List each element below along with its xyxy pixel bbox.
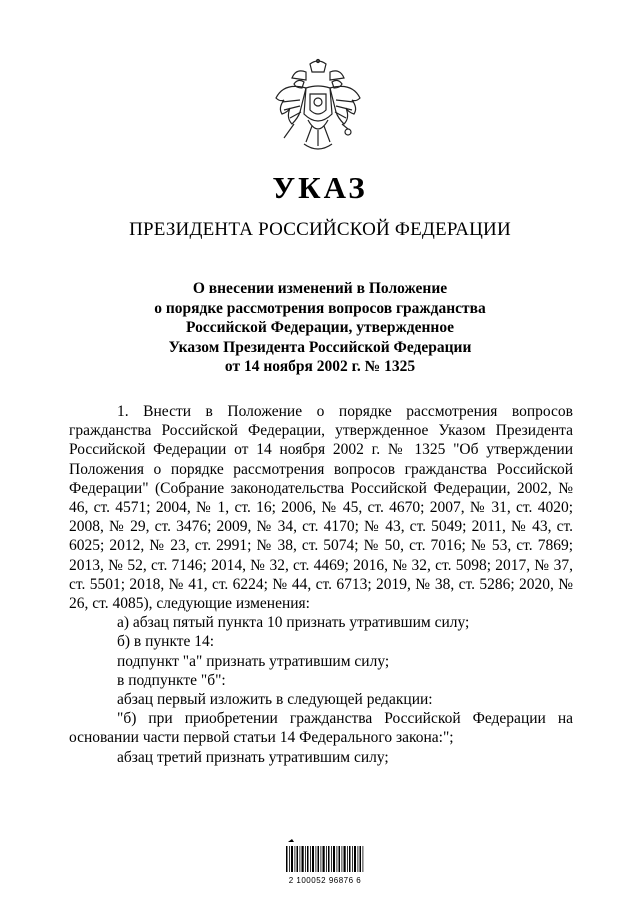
paragraph-new-wording: "б) при приобретении гражданства Российской Федерации на основании части первой статьи 14 Федерального закона:";	[69, 710, 573, 747]
heading-line: Указом Президента Российской Федерации	[168, 338, 472, 356]
document-subtitle: ПРЕЗИДЕНТА РОССИЙСКОЙ ФЕДЕРАЦИИ	[129, 219, 511, 240]
barcode-icon	[282, 838, 368, 874]
barcode	[282, 838, 368, 898]
barcode-number: 2 100052 96876 6	[288, 876, 362, 885]
paragraph-subitem-a: подпункт "а" признать утратившим силу;	[117, 652, 390, 670]
decree-body	[69, 402, 573, 767]
paragraph-first-abzac: абзац первый изложить в следующей редакции:	[117, 691, 433, 709]
document-title: УКАЗ	[272, 170, 368, 205]
heading-line: от 14 ноября 2002 г. № 1325	[224, 358, 416, 375]
coat-of-arms-emblem-icon	[270, 58, 366, 162]
decree-heading	[100, 279, 540, 377]
paragraph-third-abzac: абзац третий признать утратившим силу;	[117, 748, 389, 766]
heading-line: О внесении изменений в Положение	[192, 280, 448, 297]
paragraph-subitem-b: в подпункте "б":	[117, 671, 226, 689]
heading-line: Российской Федерации, утвержденное	[186, 319, 454, 336]
paragraph-item-b: б) в пункте 14:	[117, 633, 215, 651]
heading-line: о порядке рассмотрения вопросов гражданства	[154, 299, 486, 317]
paragraph-1: 1. Внести в Положение о порядке рассмотрения вопросов гражданства Российской Федерации, утвержденное Указом Президента Российской Федерации от 14 ноября 2002 г. № 1325 "Об утверждении Положения о порядке рассмотрения вопросов гражданства Российской Федерации" (Собрание законодательства Российской Федерации, 2002, № 46, ст. 4571; 2004, № 1, ст. 16; 2006, № 45, ст. 4670; 2007, № 31, ст. 4020; 2008, № 29, ст. 3476; 2009, № 34, ст. 4170; № 43, ст. 5049; 2011, № 43, ст. 6025; 2012, № 23, ст. 2991; № 38, ст. 5074; № 50, ст. 7016; № 53, ст. 7869; 2013, № 52, ст. 7146; 2014, № 32, ст. 4469; 2016, № 32, ст. 5098; 2017, № 37, ст. 5501; 2018, № 41, ст. 6224; № 44, ст. 6713; 2019, № 38, ст. 5286; 2020, № 26, ст. 4085), следующие изменения:	[69, 403, 573, 613]
paragraph-item-a: а) абзац пятый пункта 10 признать утратившим силу;	[117, 614, 470, 632]
